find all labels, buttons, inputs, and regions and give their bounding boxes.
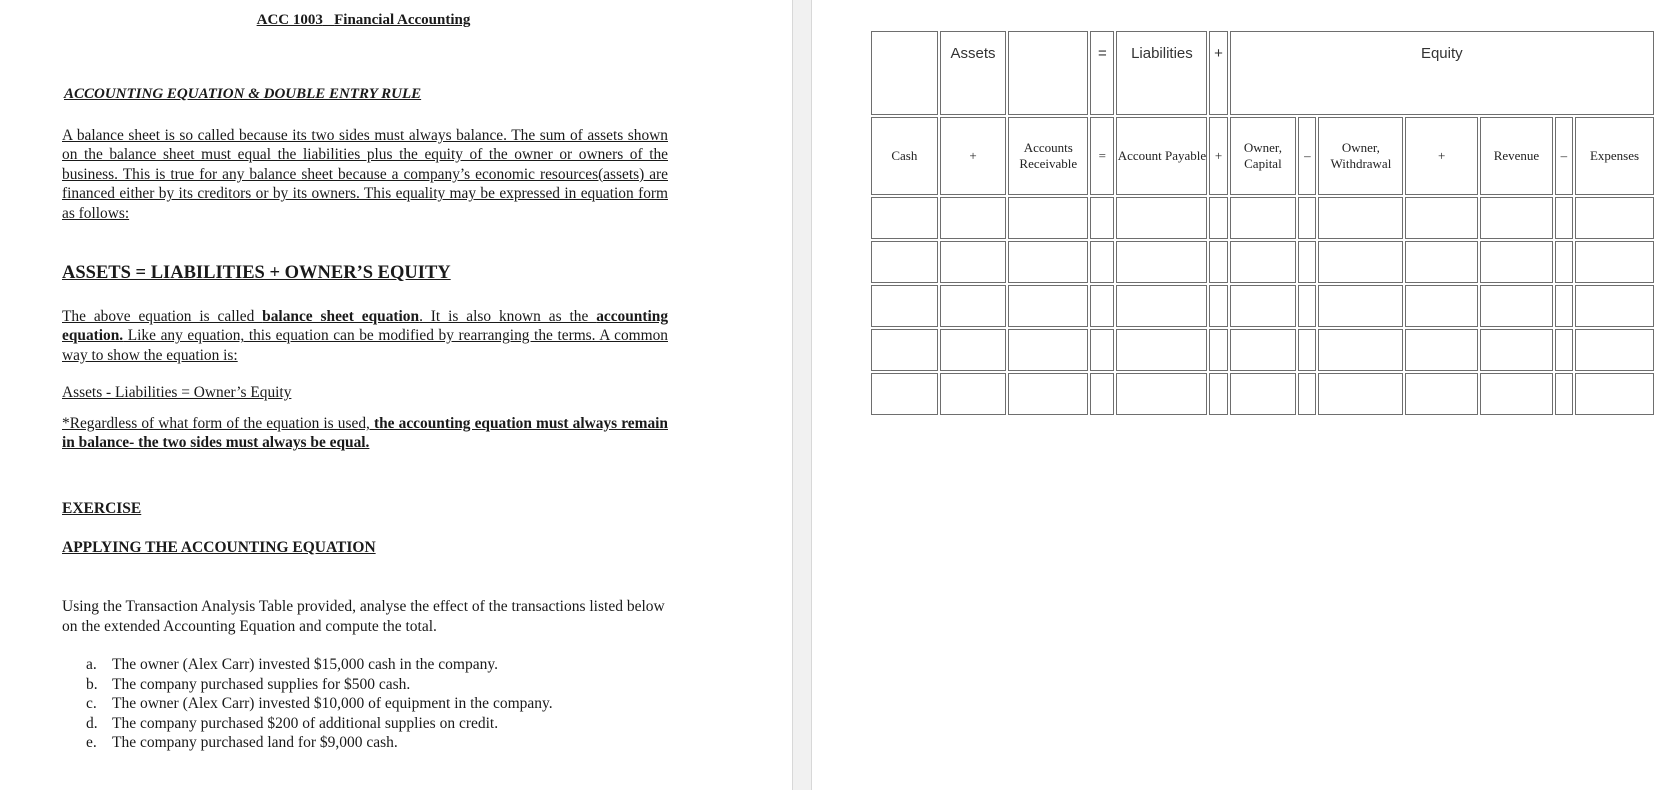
column-header: Accounts Receivable [1008,117,1088,195]
table-cell[interactable] [1575,285,1654,327]
table-cell[interactable] [1555,241,1573,283]
table-cell[interactable] [1555,197,1573,239]
table-cell[interactable] [1230,197,1297,239]
column-header: – [1555,117,1573,195]
table-cell[interactable] [1230,241,1297,283]
column-header: Expenses [1575,117,1654,195]
table-row [871,285,1654,327]
section-heading: ACCOUNTING EQUATION & DOUBLE ENTRY RULE [64,86,422,102]
table-cell[interactable] [1480,285,1553,327]
table-cell[interactable] [1230,285,1297,327]
column-header: Owner, Capital [1230,117,1297,195]
table-cell[interactable] [1209,329,1227,371]
table-cell[interactable] [1480,329,1553,371]
table-cell[interactable] [1405,241,1478,283]
column-header: – [1298,117,1316,195]
transaction-item: b. The company purchased supplies for $500 cash. [86,675,411,693]
table-cell[interactable] [1405,373,1478,415]
transaction-item: d. The company purchased $200 of additional supplies on credit. [86,714,499,732]
table-row [871,241,1654,283]
table-cell[interactable] [1116,197,1207,239]
table-cell[interactable] [1090,197,1114,239]
transaction-item: c. The owner (Alex Carr) invested $10,000 of equipment in the company. [86,695,553,713]
table-column-header-row [871,117,1654,195]
table-cell[interactable] [1298,373,1316,415]
table-cell[interactable] [940,329,1007,371]
table-cell[interactable] [1555,285,1573,327]
exercise-heading: EXERCISE [62,500,142,517]
table-cell[interactable] [1318,197,1403,239]
transaction-item: a. The owner (Alex Carr) invested $15,000 cash in the company. [86,656,498,673]
table-cell[interactable] [1575,329,1654,371]
table-cell[interactable] [1116,329,1207,371]
column-header: + [1405,117,1478,195]
table-cell[interactable] [1090,285,1114,327]
table-cell[interactable] [1318,285,1403,327]
paragraph-balance-sheet: A balance sheet is so called because its two sides must always balance. The sum of assets shown on the balance sheet must equal the liabilities plus the equity of the owner or owners of the business. This is true for any balance sheet because a company’s economic resources(assets) are financed either by its creditors or by its owners. This equality may be expressed in equation form as follows: [62,127,668,222]
transaction-analysis-table [869,29,1656,417]
table-cell[interactable] [871,329,938,371]
accounting-equation: ASSETS = LIABILITIES + OWNER’S EQUITY [62,263,451,283]
table-cell[interactable] [1008,197,1088,239]
table-group-header-row [871,31,1654,115]
transaction-list [86,655,553,753]
table-cell[interactable] [1230,373,1297,415]
header-cell-equals: = [1090,31,1114,115]
column-header: = [1090,117,1114,195]
table-cell[interactable] [1405,329,1478,371]
document-header: ACC 1003 Financial Accounting [256,12,471,28]
table-cell[interactable] [940,285,1007,327]
exercise-intro: Using the Transaction Analysis Table provided, analyse the effect of the transactions listed below on the extended Accounting Equation and compute the total. [62,598,665,635]
table-cell[interactable] [1116,285,1207,327]
table-cell[interactable] [1575,241,1654,283]
column-header: + [1209,117,1227,195]
table-cell[interactable] [940,373,1007,415]
table-cell[interactable] [1090,241,1114,283]
table-cell[interactable] [1318,373,1403,415]
column-header: Account Payable [1116,117,1207,195]
paragraph-balance-note: *Regardless of what form of the equation is used, the accounting equation must always remain in balance- the two sides must always be equal. [62,415,668,452]
table-cell[interactable] [1209,241,1227,283]
table-cell[interactable] [1480,197,1553,239]
table-cell[interactable] [871,197,938,239]
table-cell[interactable] [1116,241,1207,283]
table-row [871,197,1654,239]
table-cell[interactable] [871,373,938,415]
header-cell-blank [1008,31,1088,115]
column-header: + [940,117,1007,195]
table-cell[interactable] [1209,285,1227,327]
table-cell[interactable] [1555,329,1573,371]
table-cell[interactable] [1298,241,1316,283]
table-cell[interactable] [1298,285,1316,327]
header-cell-assets: Assets [940,31,1007,115]
column-header: Owner, Withdrawal [1318,117,1403,195]
header-cell-plus: + [1209,31,1227,115]
table-cell[interactable] [1298,329,1316,371]
table-row [871,329,1654,371]
table-cell[interactable] [1008,329,1088,371]
table-cell[interactable] [871,285,938,327]
table-cell[interactable] [1090,373,1114,415]
table-cell[interactable] [1298,197,1316,239]
table-cell[interactable] [1405,197,1478,239]
accounting-equation-rearranged: Assets - Liabilities = Owner’s Equity [62,384,292,401]
table-cell[interactable] [940,197,1007,239]
table-cell[interactable] [1116,373,1207,415]
table-cell[interactable] [1575,197,1654,239]
table-cell[interactable] [1480,373,1553,415]
column-header: Revenue [1480,117,1553,195]
exercise-subheading: APPLYING THE ACCOUNTING EQUATION [62,539,376,556]
table-cell[interactable] [1230,329,1297,371]
table-cell[interactable] [1008,373,1088,415]
header-cell-liabilities: Liabilities [1116,31,1207,115]
table-row [871,373,1654,415]
table-cell[interactable] [1008,285,1088,327]
table-cell[interactable] [1318,329,1403,371]
document-page-left [0,0,792,790]
table-cell[interactable] [940,241,1007,283]
transaction-item: e. The company purchased land for $9,000 cash. [86,734,398,752]
table-cell[interactable] [1555,373,1573,415]
table-cell[interactable] [1480,241,1553,283]
header-cell-blank [871,31,938,115]
table-cell[interactable] [871,241,938,283]
table-cell[interactable] [1209,373,1227,415]
table-cell[interactable] [1575,373,1654,415]
table-cell[interactable] [1008,241,1088,283]
header-cell-equity: Equity [1230,31,1654,115]
table-cell[interactable] [1318,241,1403,283]
paragraph-balance-sheet-equation: The above equation is called balance sheet equation. It is also known as the accounting equation. Like any equation, this equation can be modified by rearranging the terms. A common way to show the equation is: [62,308,669,364]
page-gutter [792,0,812,790]
table-cell[interactable] [1090,329,1114,371]
column-header: Cash [871,117,938,195]
table-cell[interactable] [1209,197,1227,239]
table-cell[interactable] [1405,285,1478,327]
